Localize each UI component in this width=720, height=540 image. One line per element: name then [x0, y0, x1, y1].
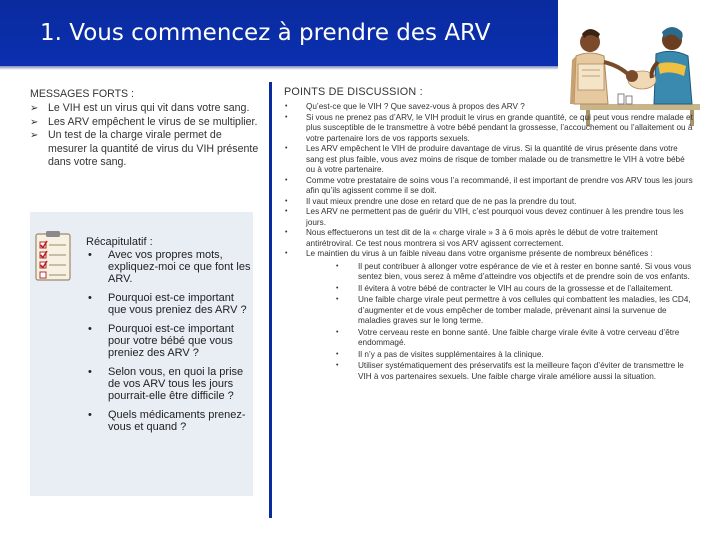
recap-item: • Pourquoi est-ce important pour votre bébé que vous preniez des ARV ? — [88, 323, 234, 359]
recap-item: • Quels médicaments prenez-vous et quand ? — [88, 409, 246, 433]
recap-item: • Pourquoi est-ce important que vous preniez des ARV ? — [88, 292, 247, 316]
bullet-icon: • — [336, 262, 339, 270]
clipboard-checklist-icon — [34, 230, 72, 282]
discussion-item: • Les ARV ne permettent pas de guérir du VIH, c’est pourquoi vous devez continuer à les prendre tous les jours. — [285, 207, 684, 227]
recap-item: • Avec vos propres mots, expliquez-moi ce que font les ARV. — [88, 249, 251, 285]
benefit-item: • Une faible charge virale peut permettre à vos cellules qui combattent les maladies, les CD4, d’augmenter et de vous empêcher de tomber malade, prévenant ainsi la survenue de maladies graves sur le long terme. — [336, 295, 691, 325]
discussion-item: • Les ARV empêchent le VIH de produire davantage de virus. Si la quantité de virus présente dans votre sang est plus faible, vous avez moins de risque de tomber malade ou de transmettre le VIH à votre bébé ou à votre partenaire. — [285, 144, 685, 174]
discussion-item: • Comme votre prestataire de soins vous l’a recommandé, il est important de prendre vos ARV tous les jours afin qu’ils agissent comme il se doit. — [285, 175, 693, 195]
benefit-item: • Votre cerveau reste en bonne santé. Une faible charge virale évite à votre cerveau d’être endommagé. — [336, 327, 680, 347]
arrow-bullet-icon: ➢ — [30, 103, 39, 115]
bullet-icon: • — [285, 113, 288, 121]
bullet-icon: • — [88, 249, 92, 261]
benefit-item: • Il peut contribuer à allonger votre espérance de vie et à rester en bonne santé. Si vous vous sentez bien, vous serez à même d’atteindre vos objectifs et de prendre soin de vos enfants. — [336, 261, 692, 281]
bullet-icon: • — [336, 328, 339, 336]
recap-content — [86, 236, 251, 440]
bullet-icon: • — [336, 284, 339, 292]
bullet-icon: • — [336, 296, 339, 303]
discussion-list — [284, 102, 696, 382]
key-message-item: ➢ Un test de la charge virale permet de mesurer la quantité de virus du VIH présente dans votre sang. — [30, 129, 259, 169]
discussion-item: • Si vous ne prenez pas d’ARV, le VIH produit le virus en grande quantité, ce qui peut vous rendre malade et plus susceptible de le transmettre à votre bébé pendant la grossesse, l’accouchement ou l’allaitement ou à votre partenaire lors de vos rapports sexuels. — [285, 112, 693, 143]
key-messages — [30, 88, 260, 169]
discussion-item: • Il vaut mieux prendre une dose en retard que de ne pas la prendre du tout. — [285, 196, 577, 206]
bullet-icon: • — [285, 145, 288, 152]
key-messages-heading: MESSAGES FORTS : — [30, 88, 134, 100]
recap-box — [30, 212, 253, 496]
recap-list — [86, 249, 251, 433]
discussion-item: • Qu’est-ce que le VIH ? Que savez-vous à propos des ARV ? — [285, 102, 525, 111]
bullet-icon: • — [88, 409, 92, 421]
recap-item: • Selon vous, en quoi la prise de vos ARV tous les jours pourrait-elle être difficile ? — [88, 366, 244, 402]
discussion-item: • Le maintien du virus à un faible niveau dans votre organisme présente de nombreux bénéfices : • Il peut contribuer à allonger votre espérance de vie et à rester en bonne santé. Si vous vous sentez bien, vous serez à même d’atteindre vos objectifs et de prendre soin de vos enfants. • Il évitera à votre bébé de contracter le VIH au cours de la grossesse et de l’allaitement. • Une faible charge virale peut permettre à vos cellules qui combattent les maladies, les CD4, d’augmenter et de vous empêcher de tomber malade, prévenant ainsi la survenue de maladies graves sur le long terme. • Votre cerveau reste en bonne santé. Une faible charge virale évite à votre cerveau d’être endommagé. • Il n’y a pas de visites supplémentaires à la clinique. • Utiliser systématiquement des préservatifs est la meilleure façon d’éviter de transmettre le VIH à vos partenaires sexuels. Une faible charge virale améliore aussi la situation. — [284, 249, 696, 382]
benefits-list — [306, 262, 696, 383]
bullet-icon: • — [285, 250, 288, 257]
discussion-item: • Nous effectuerons un test dit de la « charge virale » 3 à 6 mois après le début de votre traitement antirétroviral. Ce test nous montrera si vos ARV agissent correctement. — [285, 228, 658, 248]
bullet-icon: • — [336, 362, 339, 369]
key-messages-list — [30, 102, 260, 169]
title-bar — [0, 0, 558, 66]
bullet-icon: • — [285, 103, 288, 110]
bullet-icon: • — [88, 323, 92, 335]
bullet-icon: • — [285, 197, 288, 205]
bullet-icon: • — [285, 176, 288, 184]
recap-title: Récapitulatif : — [86, 236, 153, 248]
bullet-icon: • — [336, 350, 339, 358]
discussion-points — [284, 102, 696, 383]
column-divider — [269, 82, 272, 518]
arrow-bullet-icon: ➢ — [30, 116, 39, 128]
key-message-item: ➢ Le VIH est un virus qui vit dans votre sang. — [30, 102, 250, 115]
key-message-item: ➢ Les ARV empêchent le virus de se multiplier. — [30, 115, 258, 128]
title-bar-shadow — [0, 66, 558, 70]
bullet-icon: • — [285, 208, 288, 215]
page-title: 1. Vous commencez à prendre des ARV — [40, 20, 491, 46]
bullet-icon: • — [88, 292, 92, 304]
bullet-icon: • — [88, 366, 92, 378]
benefit-item: • Il évitera à votre bébé de contracter le VIH au cours de la grossesse et de l’allaitement. — [336, 283, 673, 293]
benefit-item: • Utiliser systématiquement des préservatifs est la meilleure façon d’éviter de transmettre le VIH à vos partenaires sexuels. Une faible charge virale améliore aussi la situation. — [336, 361, 684, 381]
discussion-heading: POINTS DE DISCUSSION : — [284, 86, 423, 98]
arrow-bullet-icon: ➢ — [30, 130, 39, 142]
bullet-icon: • — [285, 229, 288, 236]
benefit-item: • Il n’y a pas de visites supplémentaires à la clinique. — [336, 349, 544, 359]
